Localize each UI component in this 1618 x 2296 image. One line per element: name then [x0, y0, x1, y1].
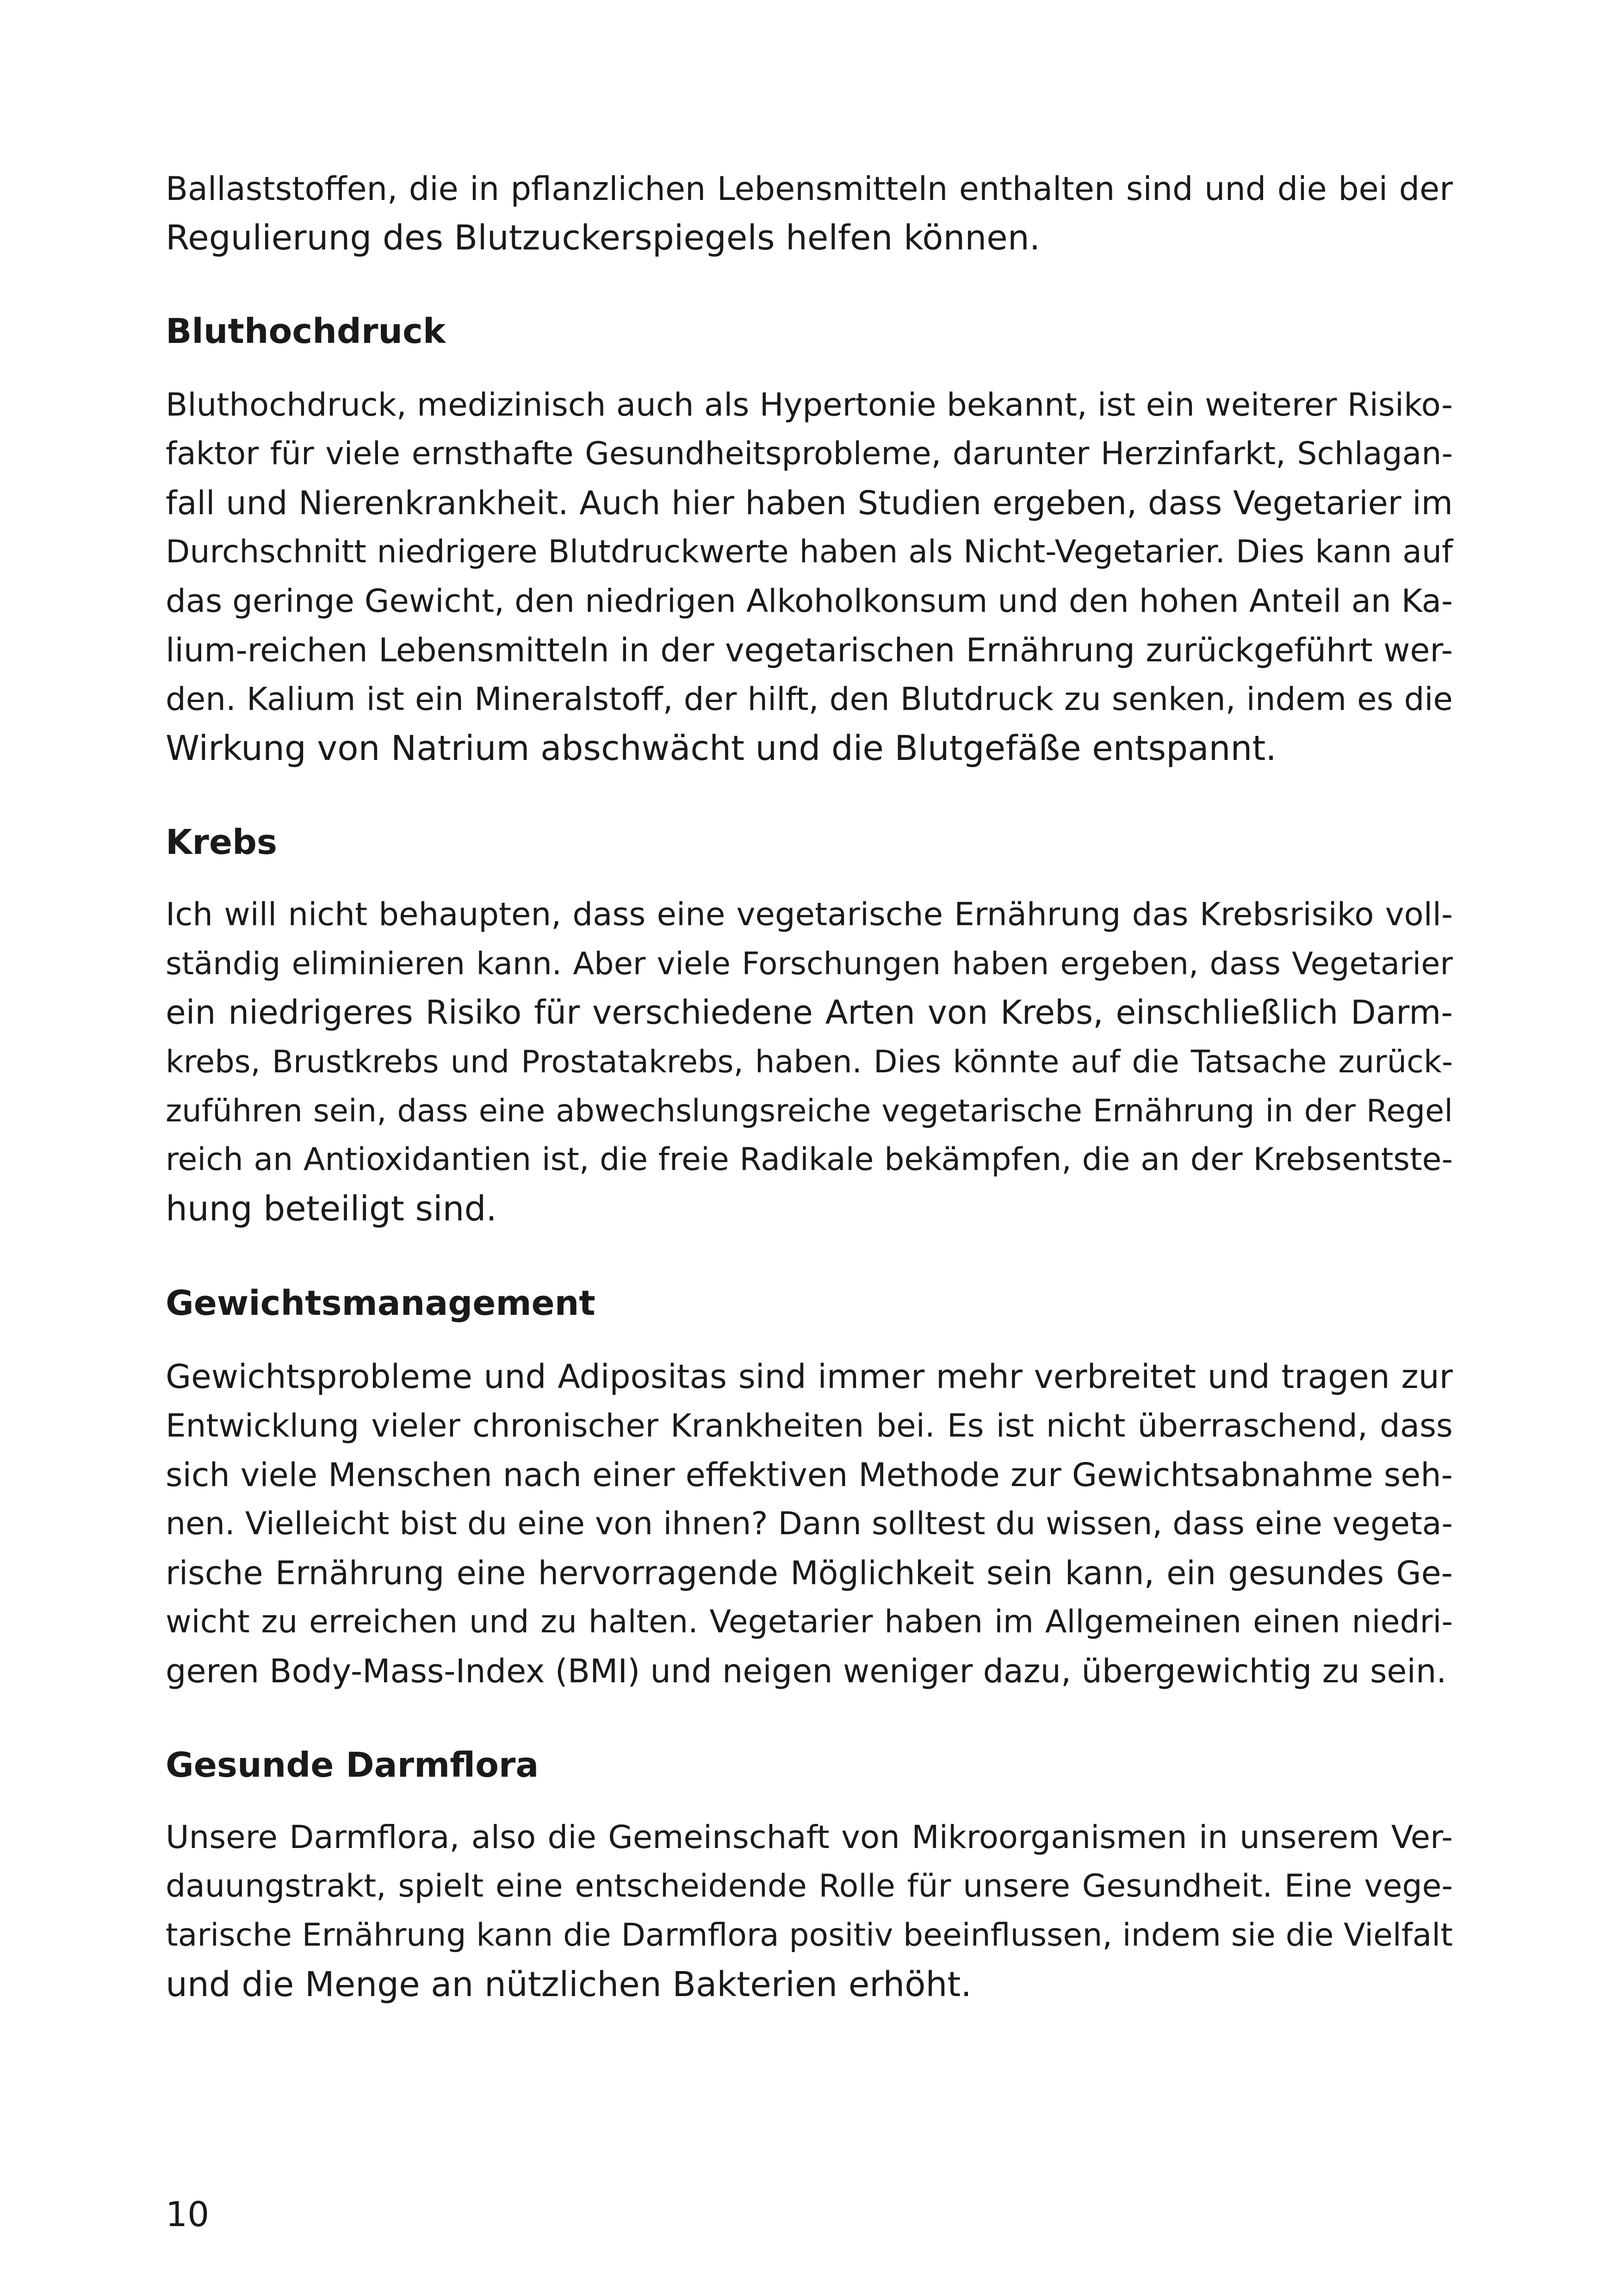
text-line: den. Kalium ist ein Mineralstoff, der hilft, den Blutdruck zu senken, indem es die — [166, 681, 1453, 718]
text-line: Gewichtsprobleme und Adipositas sind immer mehr verbreitet und tragen zur — [166, 1357, 1453, 1396]
text-line: Ballaststoffen, die in pflanzlichen Lebensmitteln enthalten sind und die bei der — [166, 170, 1453, 208]
section-heading: Gewichtsmanagement — [166, 1283, 595, 1323]
text-line: reich an Antioxidantien ist, die freie Radikale bekämpfen, die an der Krebsentste- — [166, 1141, 1453, 1178]
text-line: ein niedrigeres Risiko für verschiedene Arten von Krebs, einschließlich Darm- — [166, 993, 1453, 1032]
text-line: Entwicklung vieler chronischer Krankheiten bei. Es ist nicht überraschend, dass — [166, 1407, 1453, 1444]
text-line: tarische Ernährung kann die Darmflora positiv beeinflussen, indem sie die Vielfalt — [166, 1917, 1453, 1954]
text-line: nen. Vielleicht bist du eine von ihnen? Dann solltest du wissen, dass eine vegeta- — [166, 1506, 1453, 1542]
text-line: hung beteiligt sind. — [166, 1189, 497, 1229]
text-line: Unsere Darmflora, also die Gemeinschaft von Mikroorganismen in unserem Ver- — [166, 1819, 1453, 1856]
text-line: krebs, Brustkrebs und Prostatakrebs, haben. Dies könnte auf die Tatsache zurück- — [166, 1044, 1453, 1080]
text-line: und die Menge an nützlichen Bakterien erhöht. — [166, 1965, 972, 2004]
section-heading: Krebs — [166, 822, 278, 862]
text-line: geren Body-Mass-Index (BMI) und neigen weniger dazu, übergewichtig zu sein. — [166, 1652, 1447, 1690]
text-line: dauungstrakt, spielt eine entscheidende Rolle für unsere Gesundheit. Eine vege- — [166, 1868, 1453, 1904]
text-line: das geringe Gewicht, den niedrigen Alkoholkonsum und den hohen Anteil an Ka- — [166, 583, 1453, 620]
text-line: Bluthochdruck, medizinisch auch als Hypertonie bekannt, ist ein weiterer Risiko- — [166, 386, 1453, 423]
text-line: faktor für viele ernsthafte Gesundheitsprobleme, darunter Herzinfarkt, Schlagan- — [166, 436, 1453, 472]
text-line: Durchschnitt niedrigere Blutdruckwerte haben als Nicht-Vegetarier. Dies kann auf — [166, 534, 1453, 570]
section-heading: Gesunde Darmflora — [166, 1745, 539, 1785]
text-line: fall und Nierenkrankheit. Auch hier haben Studien ergeben, dass Vegetarier im — [166, 484, 1453, 522]
text-line: Regulierung des Blutzuckerspiegels helfen können. — [166, 218, 1041, 258]
text-line: sich viele Menschen nach einer effektiven Methode zur Gewichtsabnahme seh- — [166, 1456, 1453, 1494]
text-line: rische Ernährung eine hervorragende Möglichkeit sein kann, ein gesundes Ge- — [166, 1554, 1453, 1592]
text-line: ständig eliminieren kann. Aber viele Forschungen haben ergeben, dass Vegetarier — [166, 946, 1453, 982]
text-line: zuführen sein, dass eine abwechslungsreiche vegetarische Ernährung in der Regel — [166, 1093, 1453, 1129]
text-line: wicht zu erreichen und zu halten. Vegetarier haben im Allgemeinen einen niedri- — [166, 1604, 1453, 1640]
text-line: Wirkung von Natrium abschwächt und die Blutgefäße entspannt. — [166, 728, 1277, 768]
section-heading: Bluthochdruck — [166, 311, 446, 351]
text-line: lium-reichen Lebensmitteln in der vegetarischen Ernährung zurückgeführt wer- — [166, 631, 1453, 669]
page-number: 10 — [166, 2195, 210, 2234]
text-line: Ich will nicht behaupten, dass eine vegetarische Ernährung das Krebsrisiko voll- — [166, 896, 1453, 933]
